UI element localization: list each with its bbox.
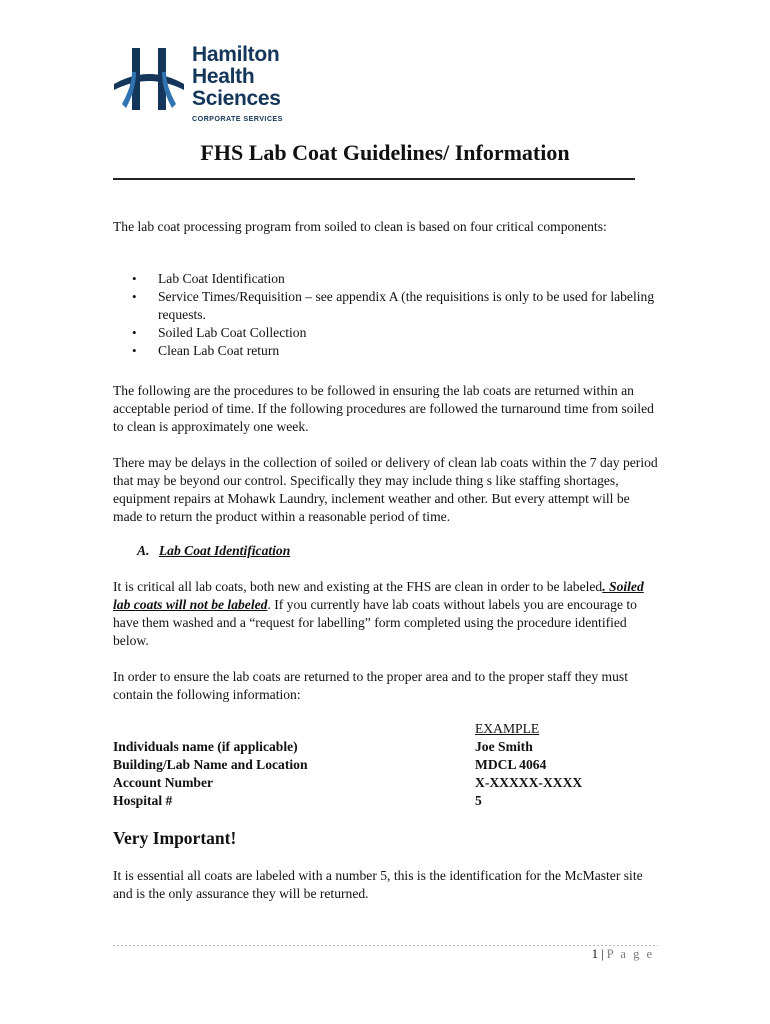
info-fields [113, 738, 308, 810]
ensure-paragraph: In order to ensure the lab coats are returned to the proper area and to the proper staff they must contain the following information: [113, 669, 628, 702]
info-field: Individuals name (if applicable) [113, 739, 298, 754]
page-separator: | [601, 947, 604, 961]
page-label: P a g e [606, 947, 654, 961]
hamilton-health-sciences-logo [112, 44, 312, 128]
info-field: Account Number [113, 775, 214, 790]
logo-wordmark [192, 44, 283, 123]
delays-paragraph: There may be delays in the collection of soiled or delivery of clean lab coats within the 7 day period that may be beyond our control. Specifically they may include thing s like staffing shortages, equipment repairs at Mohawk Laundry, inclement weather and other. But every attempt will be made to return the product within a reasonable period of time. [113, 455, 658, 524]
section-a-title: Lab Coat Identification [158, 543, 291, 558]
logo-subtitle: CORPORATE SERVICES [192, 114, 283, 123]
example-column [475, 720, 582, 810]
example-value: Joe Smith [475, 739, 533, 754]
logo-line-3: Sciences [192, 87, 281, 110]
info-field: Hospital # [113, 793, 173, 808]
info-field: Building/Lab Name and Location [113, 757, 308, 772]
example-value: MDCL 4064 [475, 757, 547, 772]
logo-line-2: Health [192, 65, 255, 88]
intro-paragraph: The lab coat processing program from soiled to clean is based on four critical components: [113, 219, 607, 234]
important-heading: Very Important! [113, 828, 237, 848]
logo-line-1: Hamilton [192, 43, 280, 66]
important-paragraph: It is essential all coats are labeled with a number 5, this is the identification for the McMaster site and is the only assurance they will be returned. [113, 868, 643, 901]
page-number: 1 [591, 947, 599, 961]
footer-divider [113, 945, 658, 946]
example-heading: EXAMPLE [475, 721, 540, 736]
title-underline [113, 178, 635, 180]
section-a-letter: A. [137, 543, 150, 558]
example-value: X-XXXXX-XXXX [475, 775, 583, 790]
components-list [113, 270, 661, 360]
procedures-paragraph: The following are the procedures to be followed in ensuring the lab coats are returned within an acceptable period of time. If the following procedures are followed the turnaround time from soiled to clean is approximately one week. [113, 383, 654, 434]
critical-text-before: It is critical all lab coats, both new and existing at the FHS are clean in order to be labeled [113, 579, 603, 594]
example-value: 5 [475, 793, 482, 808]
list-item: • Clean Lab Coat return [113, 342, 661, 360]
page-footer [470, 947, 654, 962]
section-a-heading [137, 543, 290, 559]
critical-paragraph [113, 578, 661, 650]
logo-mark-icon [112, 46, 186, 112]
list-item: • Service Times/Requisition – see appendix A (the requisitions is only to be used for labeling requests. [113, 288, 661, 324]
critical-text-emphasis: . Soiled lab coats will not be labeled [113, 579, 644, 612]
document-title: FHS Lab Coat Guidelines/ Information [200, 140, 570, 165]
critical-text-after: . If you currently have lab coats without labels you are encourage to have them washed and a “request for labelling” form completed using the procedure identified below. [113, 597, 637, 648]
list-item: • Lab Coat Identification [113, 270, 661, 288]
list-item: • Soiled Lab Coat Collection [113, 324, 661, 342]
